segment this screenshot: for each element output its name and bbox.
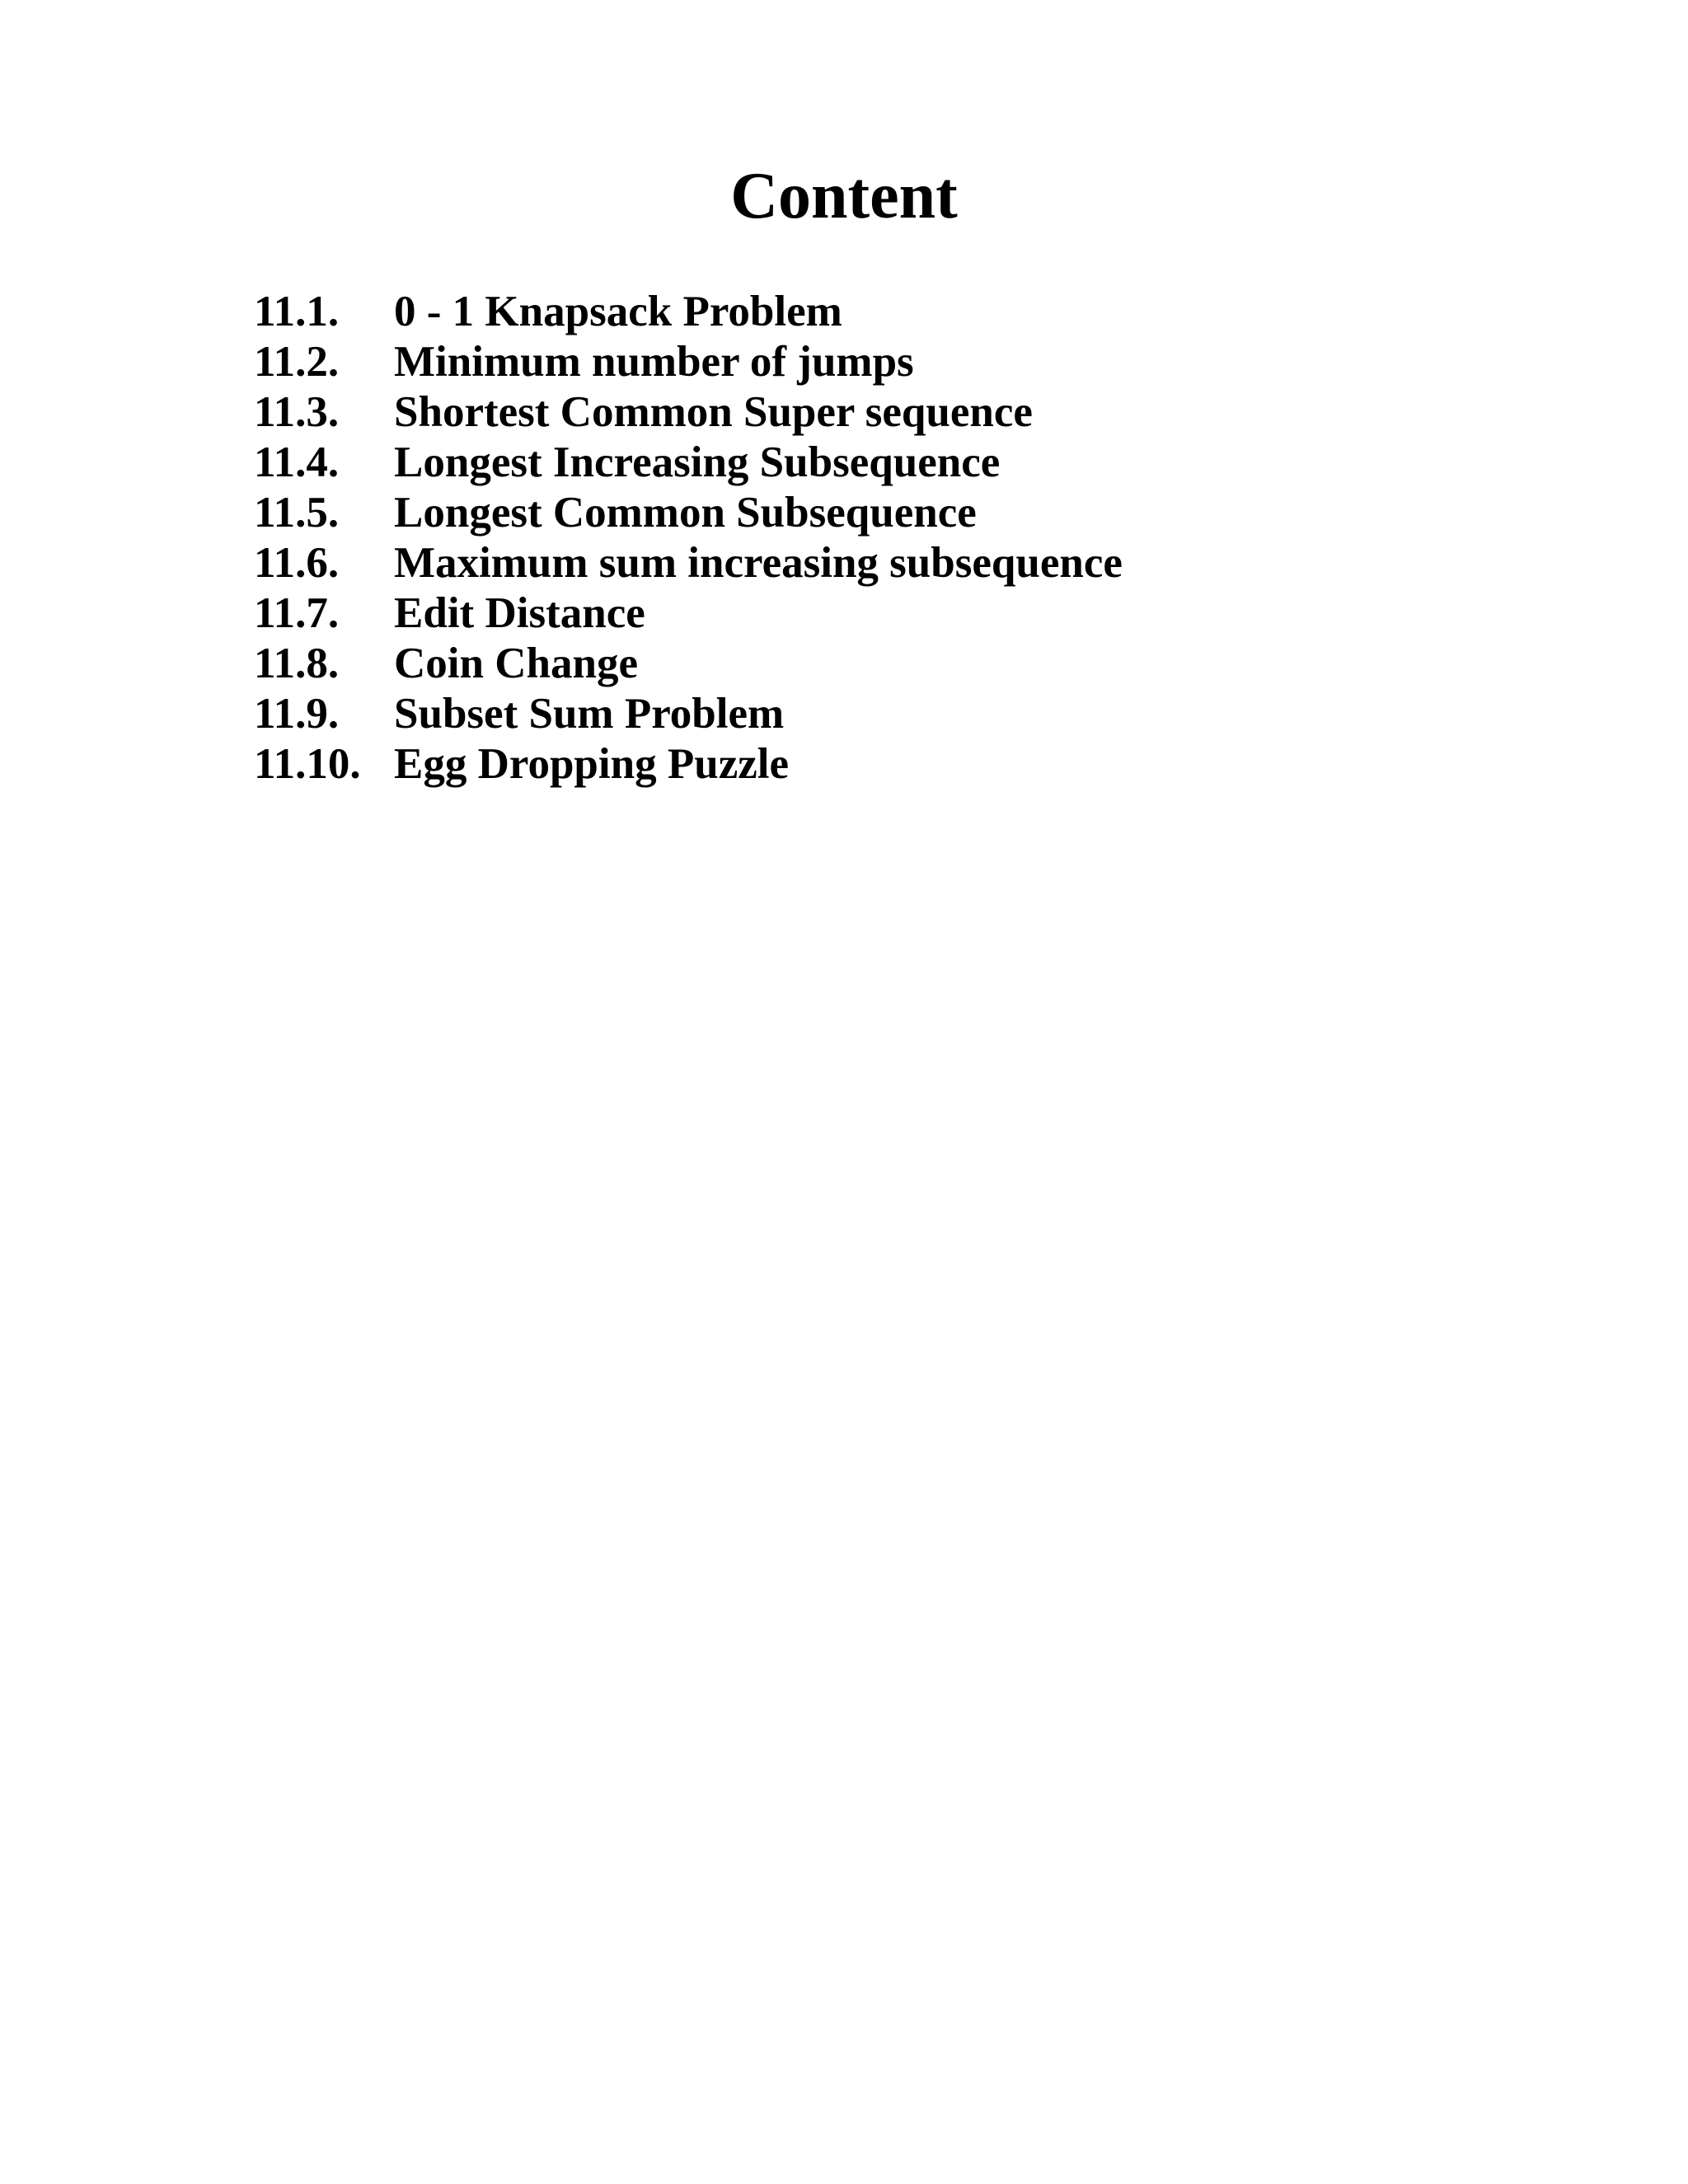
- toc-entry-number: 11.6.: [254, 539, 340, 587]
- toc-entry-title: Subset Sum Problem: [394, 690, 785, 738]
- toc-entry-number: 11.4.: [254, 438, 340, 486]
- toc-entry-number: 11.7.: [254, 589, 340, 637]
- toc-entry-title: Minimum number of jumps: [394, 338, 914, 386]
- toc-entry-title: Longest Increasing Subsequence: [394, 438, 1001, 486]
- toc-entry: [254, 438, 1123, 488]
- toc-entry-number: 11.3.: [254, 388, 340, 436]
- toc-entry-number: 11.9.: [254, 690, 340, 738]
- toc-entry: [254, 739, 1123, 790]
- toc-entry: [254, 488, 1123, 538]
- toc-entry-title: Longest Common Subsequence: [394, 489, 977, 537]
- toc-entry-number: 11.5.: [254, 489, 340, 537]
- toc-entry-number: 11.10.: [254, 740, 361, 788]
- toc-entry-title: Shortest Common Super sequence: [394, 388, 1033, 436]
- page-title: Content: [730, 160, 958, 232]
- toc-entry-number: 11.1.: [254, 288, 340, 335]
- toc-entry-title: 0 - 1 Knapsack Problem: [394, 288, 842, 335]
- table-of-contents: [254, 287, 1123, 790]
- toc-entry: [254, 689, 1123, 739]
- toc-entry: [254, 387, 1123, 438]
- toc-entry: [254, 639, 1123, 689]
- toc-entry-title: Maximum sum increasing subsequence: [394, 539, 1123, 587]
- toc-entry-number: 11.8.: [254, 640, 340, 687]
- toc-entry-number: 11.2.: [254, 338, 340, 386]
- toc-entry: [254, 337, 1123, 387]
- toc-entry: [254, 588, 1123, 639]
- toc-entry: [254, 287, 1123, 337]
- toc-entry-title: Coin Change: [394, 640, 638, 687]
- toc-entry-title: Egg Dropping Puzzle: [394, 740, 789, 788]
- toc-entry-title: Edit Distance: [394, 589, 645, 637]
- toc-entry: [254, 538, 1123, 588]
